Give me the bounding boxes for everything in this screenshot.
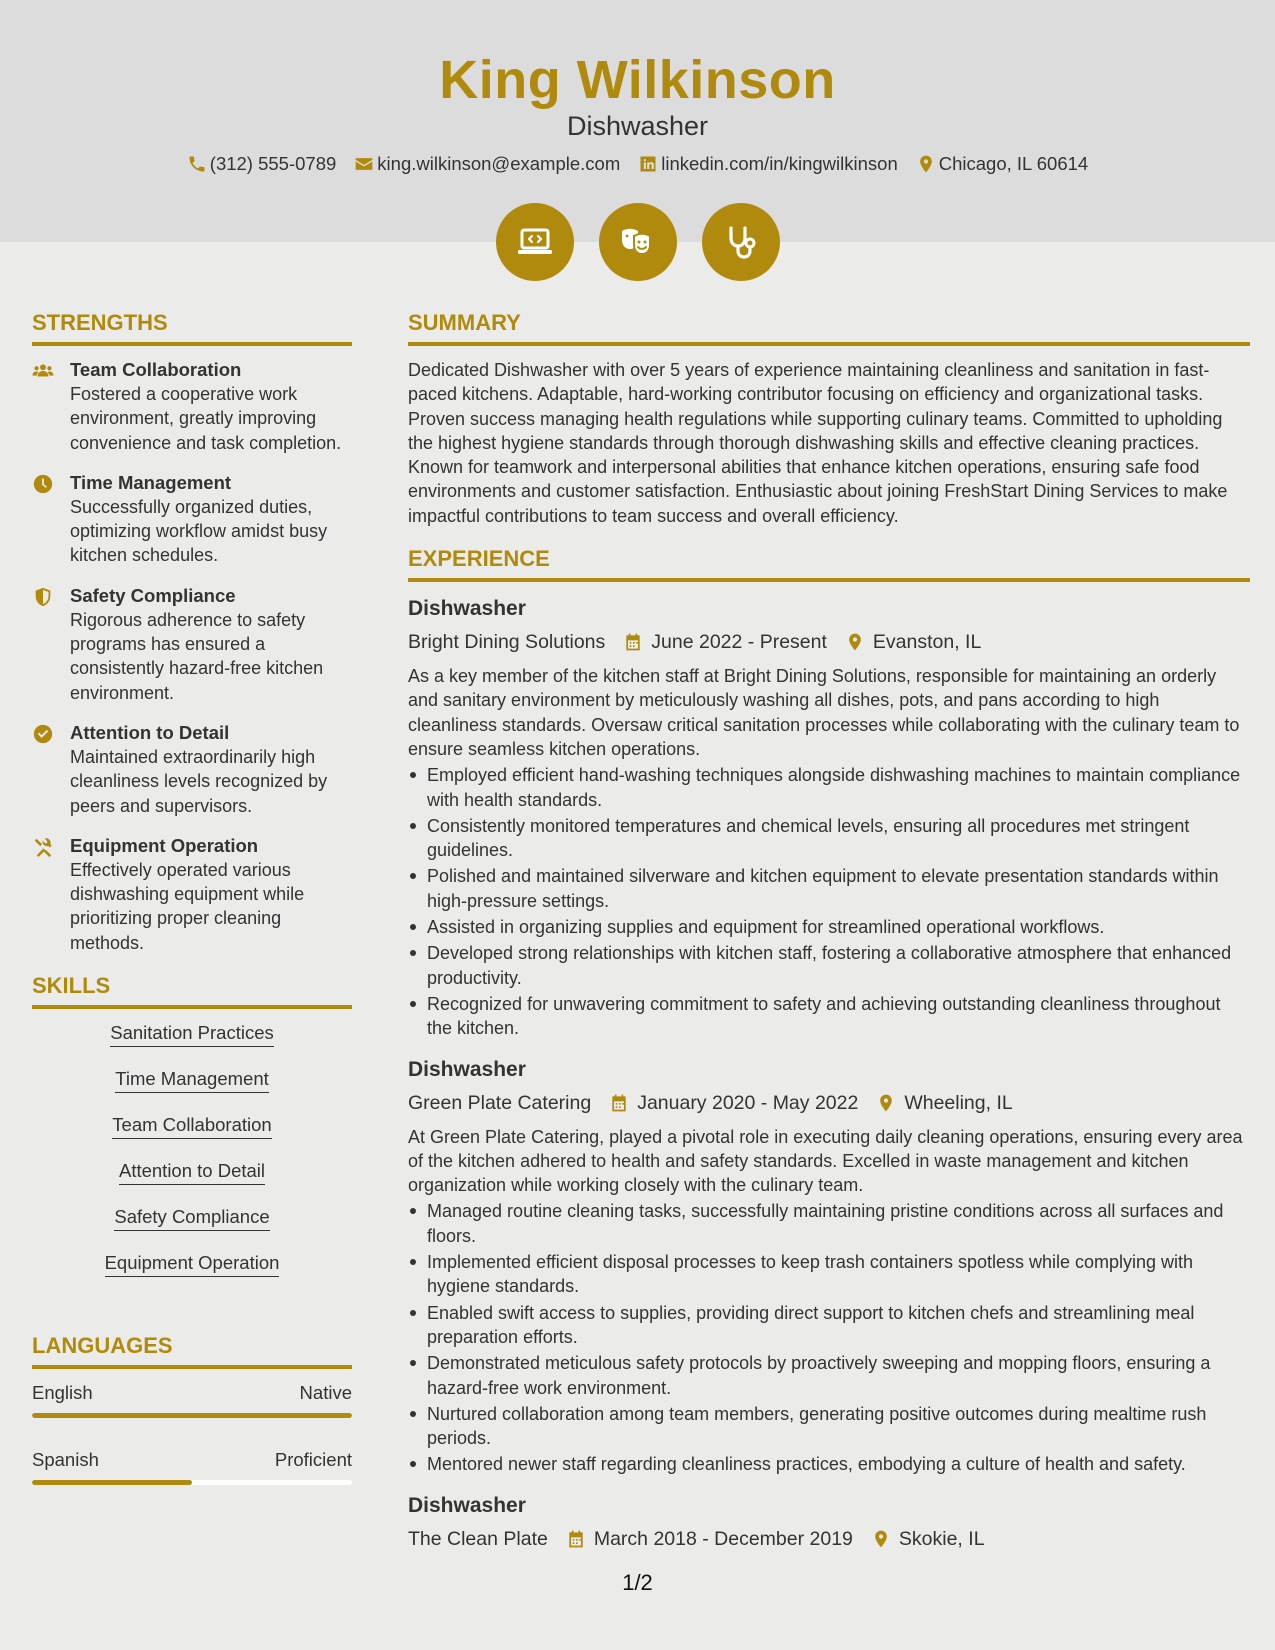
job-bullet: Enabled swift access to supplies, providing direct support to kitchen chefs and streamlining meal preparation efforts.	[408, 1301, 1250, 1350]
job-bullet: Mentored newer staff regarding cleanliness practices, embodying a culture of health and safety.	[408, 1452, 1250, 1476]
stethoscope-icon	[721, 222, 761, 262]
job-location: Wheeling, IL	[904, 1091, 1013, 1114]
job-bullet: Polished and maintained silverware and kitchen equipment to elevate presentation standards within high-pressure settings.	[408, 864, 1250, 913]
contact-email[interactable]	[354, 152, 620, 176]
language-name: Spanish	[32, 1449, 99, 1471]
language-bar-fill	[32, 1480, 192, 1485]
strength-desc: Fostered a cooperative work environment, greatly improving convenience and task completion.	[70, 384, 342, 453]
strength-desc: Rigorous adherence to safety programs has ensured a consistently hazard-free kitchen environment.	[70, 609, 324, 703]
strength-title: Team Collaboration	[70, 359, 242, 380]
job-bullet: Employed efficient hand-washing techniques alongside dishwashing machines to maintain compliance with health standards.	[408, 763, 1250, 812]
contact-linkedin[interactable]	[638, 152, 898, 176]
job-meta	[408, 628, 1250, 656]
strength-title: Equipment Operation	[70, 834, 259, 856]
envelope-icon	[354, 154, 374, 174]
location-text: Chicago, IL 60614	[938, 153, 1089, 174]
phone-icon	[187, 154, 207, 174]
contact-phone[interactable]	[187, 152, 337, 176]
job-location: Evanston, IL	[872, 631, 982, 654]
skills-heading: SKILLS	[32, 971, 352, 1009]
job-bullet: Nurtured collaboration among team members, generating positive outcomes during mealtime rush periods.	[408, 1402, 1250, 1451]
strength-title: Safety Compliance	[70, 584, 236, 606]
experience-heading: EXPERIENCE	[408, 544, 1250, 582]
interest-circle-coding	[496, 203, 574, 281]
calendar-icon	[623, 632, 643, 652]
summary-heading: SUMMARY	[408, 308, 1250, 346]
clock-icon	[32, 473, 54, 495]
strength-item	[32, 358, 352, 455]
users-icon	[32, 360, 54, 382]
strength-desc: Effectively operated various dishwashing equipment while prioritizing proper cleaning methods.	[70, 859, 305, 953]
job-bullet: Managed routine cleaning tasks, successfully maintaining pristine conditions across all surfaces and floors.	[408, 1199, 1250, 1248]
language-bar	[32, 1413, 352, 1418]
tools-icon	[32, 836, 54, 858]
language-bar	[32, 1480, 352, 1485]
job-company: The Clean Plate	[408, 1527, 548, 1550]
strength-item	[32, 721, 352, 818]
calendar-icon	[609, 1093, 629, 1113]
language-name: English	[32, 1382, 93, 1404]
languages-heading: LANGUAGES	[32, 1331, 352, 1369]
linkedin-icon	[638, 154, 658, 174]
strength-title: Attention to Detail	[70, 721, 230, 743]
job-bullet: Recognized for unwavering commitment to safety and achieving outstanding cleanliness throughout the kitchen.	[408, 992, 1250, 1041]
page-number: 1/2	[622, 1570, 653, 1595]
theater-masks-icon	[618, 222, 658, 262]
job-description: At Green Plate Catering, played a pivotal role in executing daily cleaning operations, ensuring every area of the kitchen adhered to health and safety standards. Excelled in waste management and kitchen organization while working closely with the culinary team.	[408, 1126, 1243, 1196]
map-pin-icon	[871, 1529, 891, 1549]
candidate-title: Dishwasher	[566, 111, 709, 141]
contact-location	[916, 152, 1088, 176]
job-bullet: Assisted in organizing supplies and equipment for streamlined operational workflows.	[408, 915, 1250, 939]
job-bullet: Implemented efficient disposal processes to keep trash containers spotless while complying with hygiene standards.	[408, 1250, 1250, 1299]
strength-item	[32, 834, 352, 955]
strength-desc: Maintained extraordinarily high cleanliness levels recognized by peers and supervisors.	[70, 746, 328, 816]
skill-item: Equipment Operation	[105, 1251, 280, 1277]
strength-title: Time Management	[70, 471, 232, 493]
candidate-name: King Wilkinson	[439, 50, 836, 110]
skill-item: Attention to Detail	[119, 1159, 265, 1185]
map-pin-icon	[876, 1093, 896, 1113]
job-dates: June 2022 - Present	[651, 631, 827, 654]
strength-desc: Successfully organized duties, optimizing workflow amidst busy kitchen schedules.	[70, 496, 328, 566]
job-location: Skokie, IL	[898, 1527, 985, 1550]
skill-item: Team Collaboration	[112, 1113, 271, 1139]
map-pin-icon	[845, 632, 865, 652]
job-company: Green Plate Catering	[408, 1091, 592, 1114]
right-column	[408, 308, 1250, 1567]
job-meta	[408, 1525, 1250, 1553]
job-title: Dishwasher	[408, 597, 526, 621]
phone-text: (312) 555-0789	[209, 153, 337, 174]
skill-item: Time Management	[115, 1067, 269, 1093]
interest-circle-medical	[702, 203, 780, 281]
strengths-heading: STRENGTHS	[32, 308, 352, 346]
strength-item	[32, 584, 352, 705]
calendar-icon	[566, 1529, 586, 1549]
job-bullets	[408, 1199, 1250, 1476]
job-bullet: Developed strong relationships with kitchen staff, fostering a collaborative atmosphere that enhanced productivity.	[408, 941, 1250, 990]
job-company: Bright Dining Solutions	[408, 631, 606, 654]
job-bullets	[408, 763, 1250, 1040]
laptop-code-icon	[515, 222, 555, 262]
job-entry	[408, 1055, 1250, 1477]
email-text: king.wilkinson@example.com	[377, 153, 621, 174]
job-meta	[408, 1089, 1250, 1117]
contact-bar	[0, 152, 1275, 176]
map-pin-icon	[916, 154, 936, 174]
skill-item: Safety Compliance	[114, 1205, 269, 1231]
skill-item: Sanitation Practices	[110, 1021, 274, 1047]
shield-icon	[32, 586, 54, 608]
strength-item	[32, 471, 352, 568]
job-dates: March 2018 - December 2019	[593, 1527, 853, 1550]
linkedin-text: linkedin.com/in/kingwilkinson	[661, 153, 898, 174]
interest-circle-theater	[599, 203, 677, 281]
language-level: Native	[299, 1382, 352, 1404]
left-column	[32, 308, 352, 1515]
skills-list	[32, 1021, 352, 1277]
language-level: Proficient	[274, 1449, 352, 1471]
job-dates: January 2020 - May 2022	[637, 1091, 859, 1114]
job-entry	[408, 594, 1250, 1040]
summary-text: Dedicated Dishwasher with over 5 years of experience maintaining cleanliness and sanitation in fast-paced kitchens. Adaptable, hard-working contributor focusing on efficiency and organizational tasks. Proven success managing health regulations while supporting culinary teams. Committed to upholding the highest hygiene standards through thorough dishwashing skills and effective cleaning practices. Known for teamwork and interpersonal abilities that enhance kitchen operations, ensuring safe food environments and customer satisfaction. Enthusiastic about joining FreshStart Dining Services to make impactful contributions to team success and overall efficiency.	[408, 360, 1228, 526]
language-bar-fill	[32, 1413, 352, 1418]
language-item	[32, 1448, 352, 1485]
job-bullet: Demonstrated meticulous safety protocols by proactively sweeping and mopping floors, ensuring a hazard-free work environment.	[408, 1351, 1250, 1400]
job-description: As a key member of the kitchen staff at Bright Dining Solutions, responsible for maintaining an orderly and sanitary environment by meticulously washing all dishes, pots, and pans according to high cleanliness standards. Oversaw critical sanitation processes while collaborating with the culinary team to ensure seamless kitchen operations.	[408, 666, 1240, 759]
job-title: Dishwasher	[408, 1493, 526, 1517]
job-entry	[408, 1491, 1250, 1553]
language-item	[32, 1381, 352, 1418]
job-title: Dishwasher	[408, 1057, 526, 1081]
check-circle-icon	[32, 723, 54, 745]
interest-icons	[0, 203, 1275, 281]
job-bullet: Consistently monitored temperatures and chemical levels, ensuring all procedures met stringent guidelines.	[408, 814, 1250, 863]
